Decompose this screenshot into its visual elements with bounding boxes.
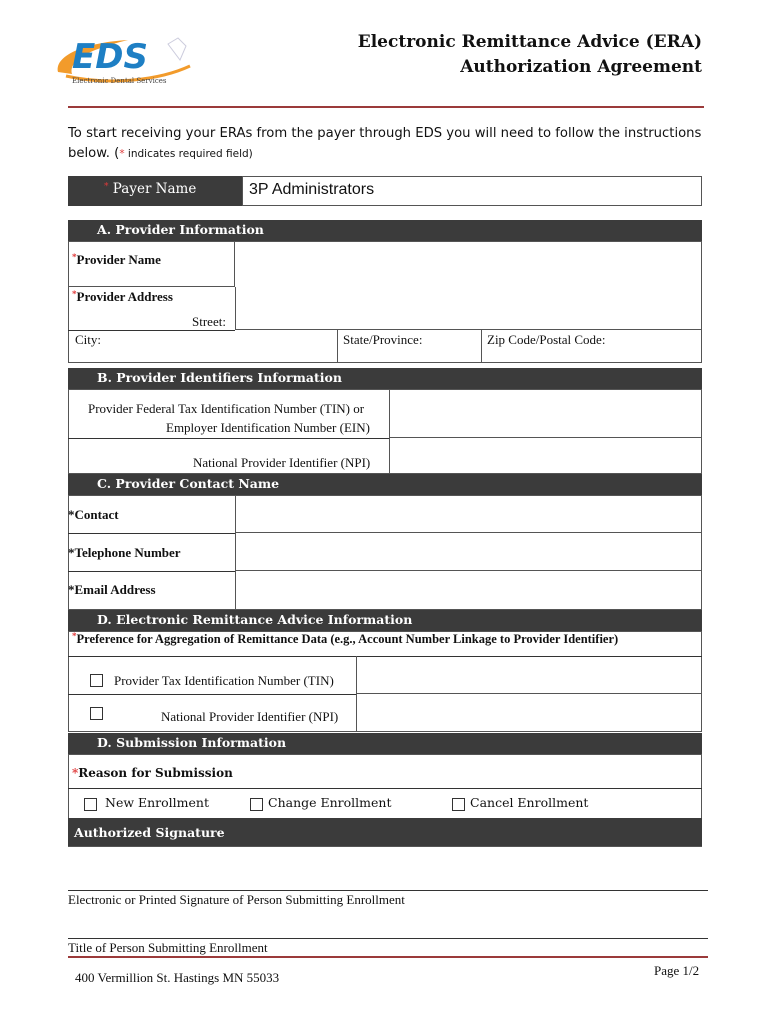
intro-text — [68, 124, 708, 164]
section-b-header: B. Provider Identifiers Information — [68, 368, 702, 389]
city-label: City: — [75, 332, 102, 347]
footer-divider — [68, 956, 708, 958]
tin-option-divider — [68, 694, 356, 695]
signature-label: Electronic or Printed Signature of Person Submitting Enrollment — [68, 892, 405, 907]
reason-label: *Reason for Submission — [72, 766, 233, 780]
zip-label: Zip Code/Postal Code: — [487, 332, 606, 347]
section-d-era-header: D. Electronic Remittance Advice Information — [68, 610, 702, 631]
telephone-label: *Telephone Number — [68, 545, 181, 560]
tin-option-label: Provider Tax Identification Number (TIN) — [114, 673, 334, 688]
signature-bar-bottom — [68, 846, 702, 847]
state-label: State/Province: — [343, 332, 423, 347]
required-asterisk: * — [119, 148, 125, 160]
tin-label-line2: Employer Identification Number (EIN) — [166, 420, 370, 435]
cancel-enrollment-checkbox[interactable] — [452, 798, 465, 811]
page-number: Page 1/2 — [654, 963, 700, 978]
payer-name-label — [68, 176, 242, 206]
provider-name-label: *Provider Name — [72, 252, 161, 267]
state-zip-divider — [481, 330, 482, 363]
tin-checkbox[interactable] — [90, 674, 103, 687]
section-c-header: C. Provider Contact Name — [68, 474, 702, 495]
tin-divider — [68, 438, 389, 439]
tin-label-line1: Provider Federal Tax Identification Number (TIN) or — [88, 401, 365, 416]
aggregation-preference-label: *Preference for Aggregation of Remittance Data (e.g., Account Number Linkage to Provider Identifier) — [72, 631, 619, 646]
title-line-2: Authorization Agreement — [460, 57, 702, 77]
section-a-header: A. Provider Information — [68, 220, 702, 241]
npi-label: National Provider Identifier (NPI) — [193, 455, 371, 470]
new-enrollment-label: New Enrollment — [105, 795, 210, 810]
npi-option-label: National Provider Identifier (NPI) — [161, 709, 339, 724]
street-divider — [68, 330, 235, 331]
contact-field[interactable] — [235, 495, 702, 533]
authorized-signature-header: Authorized Signature — [68, 818, 702, 846]
document-title — [358, 30, 702, 80]
tin-field[interactable] — [389, 389, 702, 438]
change-enrollment-label: Change Enrollment — [268, 795, 392, 810]
npi-option-field[interactable] — [356, 694, 702, 732]
payer-required-asterisk: * — [104, 182, 109, 192]
footer-address: 400 Vermillion St. Hastings MN 55033 — [75, 970, 280, 985]
title-line-1: Electronic Remittance Advice (ERA) — [357, 32, 702, 52]
title-line[interactable] — [68, 938, 708, 939]
submission-frame — [68, 754, 702, 820]
city-state-divider — [337, 330, 338, 363]
telephone-divider — [68, 571, 235, 572]
street-field[interactable] — [235, 287, 702, 330]
street-label: Street: — [192, 314, 226, 329]
title-label: Title of Person Submitting Enrollment — [68, 940, 268, 955]
email-field[interactable] — [235, 571, 702, 610]
telephone-field[interactable] — [235, 533, 702, 571]
npi-field[interactable] — [389, 438, 702, 474]
section-submission-header: D. Submission Information — [68, 733, 702, 754]
eds-logo — [50, 26, 200, 96]
signature-line[interactable] — [68, 890, 708, 891]
new-enrollment-checkbox[interactable] — [84, 798, 97, 811]
change-enrollment-checkbox[interactable] — [250, 798, 263, 811]
email-label: *Email Address — [68, 582, 156, 597]
logo-subtitle: Electronic Dental Services — [72, 77, 167, 85]
intro-body: To start receiving your ERAs from the payer through EDS you will need to follow the instructions below. ( — [68, 126, 702, 161]
contact-label: *Contact — [68, 507, 119, 522]
payer-label-text: Payer Name — [112, 181, 197, 197]
cancel-enrollment-label: Cancel Enrollment — [470, 795, 589, 810]
provider-address-label: *Provider Address — [72, 289, 173, 304]
provider-name-field[interactable] — [235, 241, 702, 287]
payer-name-field[interactable]: 3P Administrators — [242, 176, 702, 206]
contact-divider — [68, 533, 235, 534]
header-divider — [68, 106, 704, 108]
tin-option-field[interactable] — [356, 656, 702, 694]
reason-divider — [68, 788, 702, 789]
npi-checkbox[interactable] — [90, 707, 103, 720]
logo-text: EDS — [72, 37, 148, 77]
required-note: indicates required field) — [124, 148, 253, 160]
